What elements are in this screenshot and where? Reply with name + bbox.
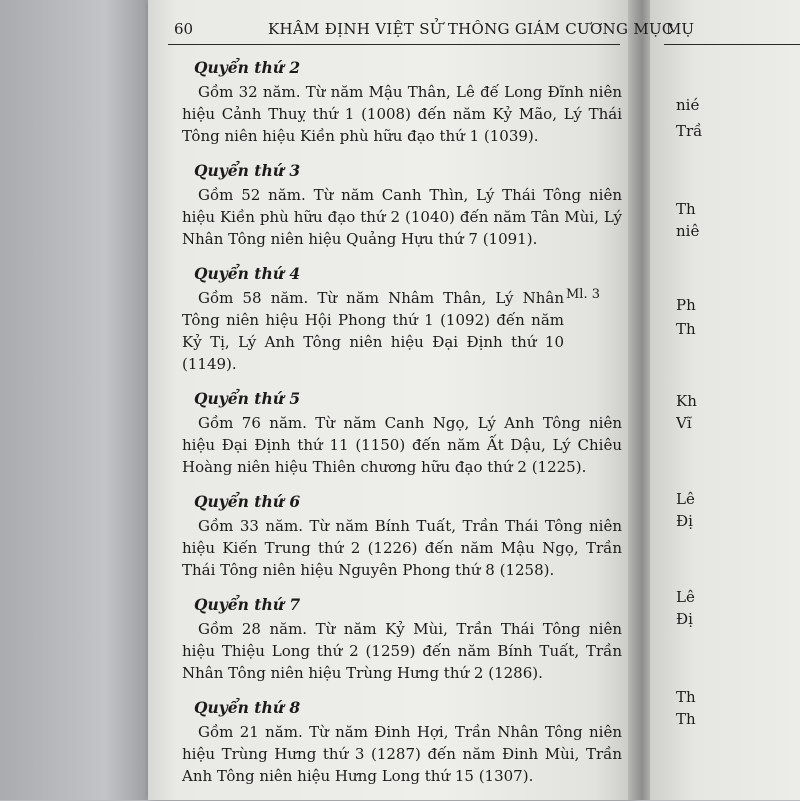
volume-title: Quyển thứ 8: [194, 698, 301, 717]
volume-title: Quyển thứ 2: [194, 58, 301, 77]
volume-entry: [182, 595, 622, 684]
desk-background: [0, 0, 150, 800]
right-text-fragment: Đị: [676, 512, 693, 530]
volume-description: Gồm 76 năm. Từ năm Canh Ngọ, Lý Anh Tông niên hiệu Đại Định thứ 11 (1150) đến năm Ất Dậu, Lý Chiêu Hoàng niên hiệu Thiên chương hữu đạo thứ 2 (1225).: [182, 414, 622, 476]
volume-description: Gồm 33 năm. Từ năm Bính Tuất, Trần Thái Tông niên hiệu Kiến Trung thứ 2 (1226) đến năm Mậu Ngọ, Trần Thái Tông niên hiệu Nguyên Phong thứ 8 (1258).: [182, 517, 622, 579]
volume-description: Gồm 58 năm. Từ năm Nhâm Thân, Lý Nhân Tông niên hiệu Hội Phong thứ 1 (1092) đến năm Kỷ Tị, Lý Anh Tông niên hiệu Đại Định thứ 10 (1149).: [182, 289, 564, 373]
margin-note: Ml. 3: [566, 287, 601, 302]
volume-entry: [182, 58, 622, 147]
running-title: KHÂM ĐỊNH VIỆT SỬ THÔNG GIÁM CƯƠNG MỤC: [268, 20, 674, 38]
volume-list: [182, 58, 622, 801]
volume-entry: [182, 492, 622, 581]
volume-description: Gồm 28 năm. Từ năm Kỷ Mùi, Trần Thái Tông niên hiệu Thiệu Long thứ 2 (1259) đến năm Bính Tuất, Trần Nhân Tông niên hiệu Trùng Hưng thứ 2 (1286).: [182, 620, 622, 682]
right-text-fragment: Th: [676, 200, 696, 218]
right-text-fragment: Th: [676, 320, 696, 338]
right-page-header: MỤ: [666, 20, 695, 38]
volume-entry: [182, 698, 622, 787]
right-text-fragment: Lê: [676, 588, 695, 606]
volume-title: Quyển thứ 5: [194, 389, 301, 408]
right-text-fragment: Vĩ: [676, 414, 692, 432]
volume-title: Quyển thứ 3: [194, 161, 301, 180]
volume-entry: [182, 389, 622, 478]
right-text-fragment: nié: [676, 96, 700, 114]
volume-title: Quyển thứ 4: [194, 264, 301, 283]
right-text-fragment: Th: [676, 710, 696, 728]
volume-description: Gồm 32 năm. Từ năm Mậu Thân, Lê đế Long Đĩnh niên hiệu Cảnh Thuỵ thứ 1 (1008) đến năm Kỷ Mão, Lý Thái Tông niên hiệu Kiền phù hữu đạo thứ 1 (1039).: [182, 83, 622, 145]
right-page-text: [676, 0, 796, 800]
page-header: [168, 18, 674, 45]
right-text-fragment: Đị: [676, 610, 693, 628]
volume-description: Gồm 21 năm. Từ năm Đinh Hợi, Trần Nhân Tông niên hiệu Trùng Hưng thứ 3 (1287) đến năm Đinh Mùi, Trần Anh Tông niên hiệu Hưng Long thứ 15 (1307).: [182, 723, 622, 785]
volume-description: Gồm 52 năm. Từ năm Canh Thìn, Lý Thái Tông niên hiệu Kiền phù hữu đạo thứ 2 (1040) đến năm Tân Mùi, Lý Nhân Tông niên hiệu Quảng Hựu thứ 7 (1091).: [182, 186, 622, 248]
right-text-fragment: Trầ: [676, 122, 703, 140]
right-text-fragment: Kh: [676, 392, 697, 410]
volume-title: Quyển thứ 7: [194, 595, 301, 614]
volume-entry: [182, 264, 622, 375]
volume-title: Quyển thứ 6: [194, 492, 301, 511]
volume-entry: [182, 161, 622, 250]
page-number: 60: [174, 20, 194, 38]
right-text-fragment: niê: [676, 222, 700, 240]
right-text-fragment: Th: [676, 688, 696, 706]
right-text-fragment: Lê: [676, 490, 695, 508]
right-text-fragment: Ph: [676, 296, 696, 314]
